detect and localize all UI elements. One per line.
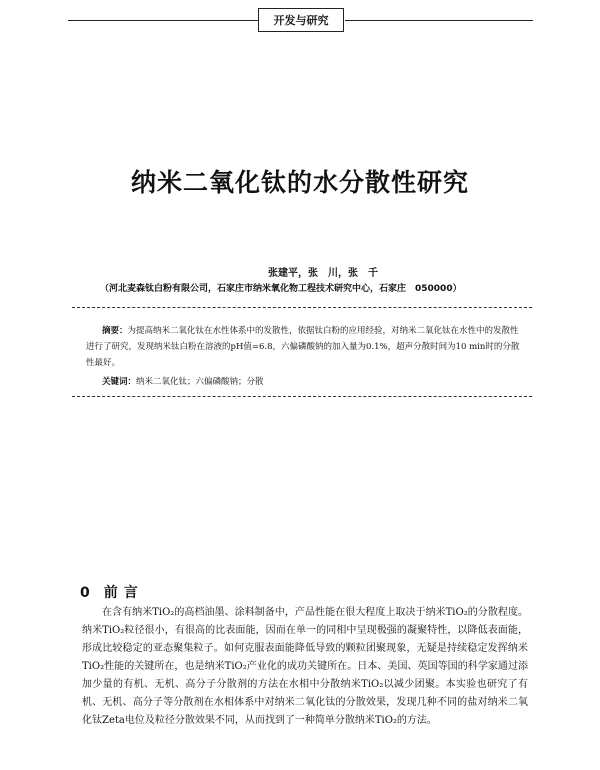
divider-top xyxy=(72,307,532,308)
keywords-text: 纳米二氧化钛；六偏磷酸钠；分散 xyxy=(136,377,264,387)
abstract xyxy=(86,323,526,371)
section-tag xyxy=(258,8,344,32)
affiliation: （河北麦森钛白粉有限公司，石家庄市纳米氧化物工程技术研究中心，石家庄 050000） xyxy=(100,284,462,294)
body-paragraph: 在含有纳米TiO₂的高档油墨、涂料制备中，产品性能在很大程度上取决于纳米TiO₂的分散程度。纳米TiO₂粒径很小，有很高的比表面能，因而在单一的同相中呈现极强的凝聚特性，以降低表面能，形成比较稳定的亚态聚集粒子。如何克服表面能降低导致的颗粒团聚现象，无疑是持续稳定发挥纳米TiO₂性能的关键所在，也是纳米TiO₂产业化的成功关键所在。日本、美国、英国等国的科学家通过添加少量的有机、无机、高分子分散剂的方法在水相中分散纳米TiO₂以减少团聚。本实验也研究了有机、无机、高分子等分散剂在水相体系中对纳米二氧化钛的分散效果，发现几种不同的盐对纳米二氧化钛Zeta电位及粒径分散效果不同，从而找到了一种简单分散纳米TiO₂的方法。 xyxy=(82,607,528,726)
section-tag-label: 开发与研究 xyxy=(273,14,329,27)
section-heading xyxy=(80,582,144,602)
keywords-label: 关键词： xyxy=(102,377,137,387)
paper-title: 纳米二氧化钛的水分散性研究 xyxy=(130,168,469,197)
header-rule-right xyxy=(345,20,533,21)
abstract-text: 为提高纳米二氧化钛在水性体系中的发散性，依据钛白粉的应用经验，对纳米二氧化钛在水性中的发散性进行了研究，发现纳米钛白粉在溶液的pH值=6.8，六偏磷酸钠的加入量为0.1%，超声分散时间为10 min时的分散性最好。 xyxy=(86,326,520,368)
authors: 张建平，张 川，张 千 xyxy=(268,268,378,279)
section-number: 0 xyxy=(80,585,90,601)
section-title: 前言 xyxy=(103,585,144,601)
keywords xyxy=(86,375,526,389)
header-rule-left xyxy=(68,20,258,21)
divider-bottom xyxy=(72,396,532,397)
abstract-label: 摘要： xyxy=(102,326,128,336)
